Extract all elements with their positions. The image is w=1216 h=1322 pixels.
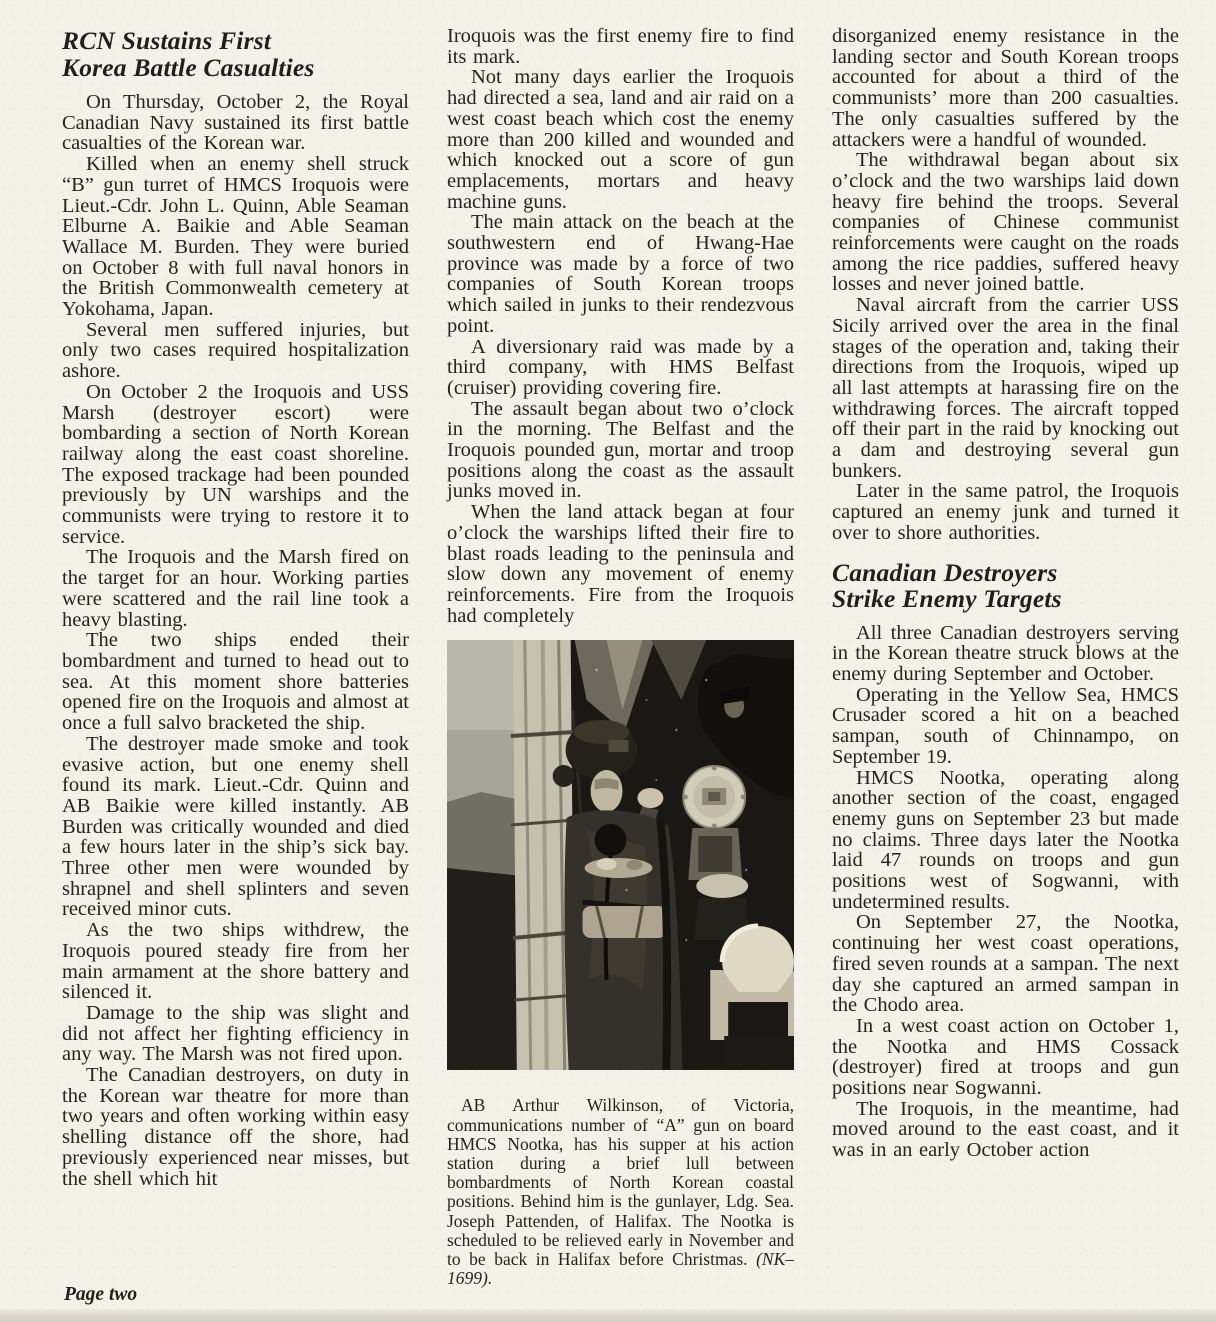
body-paragraph: Iroquois was the first enemy fire to find its mark. — [447, 25, 794, 68]
photo-caption — [447, 1096, 794, 1288]
column-center — [447, 26, 794, 1288]
body-paragraph: The Canadian destroyers, on duty in the Korean war theatre for more than two years and often working within easy shelling distance off the shore, had previously experienced near misses, but the shell which hit — [62, 1064, 409, 1190]
photo-credit-id: (NK–1699). — [447, 1249, 795, 1289]
page-bottom-edge — [0, 1309, 1216, 1322]
body-paragraph: Later in the same patrol, the Iroquois captured an enemy junk and turned it over to shore authorities. — [832, 480, 1179, 544]
body-paragraph: Several men suffered injuries, but only two cases required hospitalization ashore. — [62, 318, 409, 383]
headline-line-1: RCN Sustains First — [62, 26, 272, 55]
article2-headline — [832, 557, 1179, 614]
column-layout — [62, 26, 1180, 1288]
headline-line-2: Korea Battle Casualties — [62, 52, 315, 82]
body-paragraph: The Iroquois, in the meantime, had moved around to the east coast, and it was in an early October action — [832, 1097, 1179, 1162]
body-paragraph: Not many days earlier the Iroquois had directed a sea, land and air raid on a west coast beach which cost the enemy more than 200 killed and wounded and which knocked out a score of gun emplacements, mortars and heavy machine guns. — [447, 66, 794, 213]
body-paragraph: The assault began about two o’clock in the morning. The Belfast and the Iroquois pounded gun, mortar and troop positions along the coast as the assault junks moved in. — [447, 397, 794, 503]
article1-headline — [62, 28, 409, 81]
column-right — [832, 26, 1179, 1288]
body-paragraph: As the two ships withdrew, the Iroquois poured steady fire from her main armament at the shore battery and silenced it. — [62, 919, 409, 1004]
headline-line-2: Strike Enemy Targets — [832, 584, 1062, 614]
body-paragraph: In a west coast action on October 1, the Nootka and HMS Cossack (destroyer) fired at troops and gun positions near Sogwanni. — [832, 1014, 1179, 1100]
body-paragraph: The destroyer made smoke and took evasive action, but one enemy shell found its mark. Lieut.-Cdr. Quinn and AB Baikie were killed instantly. AB Burden was critically wounded and died a few hours later in the ship’s sick bay. Three other men were wounded by shrapnel and shell splinters and seven received minor cuts. — [62, 732, 409, 921]
photo-figure — [447, 640, 794, 1070]
body-paragraph: On October 2 the Iroquois and USS Marsh (destroyer escort) were bombarding a section of North Korean railway along the east coast shoreline. The exposed trackage had been pounded previously by UN warships and the communists were trying to restore it to service. — [62, 380, 409, 548]
body-paragraph: Killed when an enemy shell struck “B” gun turret of HMCS Iroquois were Lieut.-Cdr. John L. Quinn, Able Seaman Elburne A. Baikie and Able Seaman Wallace M. Burden. They were buried on October 8 with full naval honors in the British Commonwealth cemetery at Yokohama, Japan. — [62, 153, 409, 321]
action-station-photo — [447, 640, 794, 1070]
column-left — [62, 26, 409, 1288]
body-paragraph: The Iroquois and the Marsh fired on the target for an hour. Working parties were scattered and the rail line took a heavy blasting. — [62, 546, 409, 631]
body-paragraph: Naval aircraft from the carrier USS Sicily arrived over the area in the final stages of the operation and, taking their directions from the Iroquois, wiped up all last attempts at harassing fire on the withdrawing forces. The aircraft topped off their part in the raid by knocking out a dam and destroying several gun bunkers. — [832, 294, 1179, 482]
body-paragraph: The two ships ended their bombardment and turned to head out to sea. At this moment shore batteries opened fire on the Iroquois and almost at once a full salvo bracketed the ship. — [62, 629, 409, 735]
body-paragraph: Operating in the Yellow Sea, HMCS Crusader scored a hit on a beached sampan, south of Chinnampo, on September 19. — [832, 683, 1179, 768]
body-paragraph: The main attack on the beach at the southwestern end of Hwang-Hae province was made by a force of two companies of South Korean troops which sailed in junks to their rendezvous point. — [447, 211, 794, 337]
body-paragraph: A diversionary raid was made by a third company, with HMS Belfast (cruiser) providing covering fire. — [447, 335, 794, 399]
body-paragraph: All three Canadian destroyers serving in the Korean theatre struck blows at the enemy during September and October. — [832, 621, 1179, 685]
page-footer: Page two — [64, 1284, 138, 1305]
body-paragraph: disorganized enemy resistance in the landing sector and South Korean troops accounted for about a third of the communists’ more than 200 casualties. The only casualties suffered by the attackers were a handful of wounded. — [832, 25, 1179, 151]
body-paragraph: Damage to the ship was slight and did not affect her fighting efficiency in any way. The Marsh was not fired upon. — [62, 1001, 409, 1066]
headline-line-1: Canadian Destroyers — [832, 557, 1058, 587]
photo-caption-text: AB Arthur Wilkinson, of Victoria, communications number of “A” gun on board HMCS Nootka, has his supper at his action station during a brief lull between bombardments of North Korean coastal positions. Behind him is the gunlayer, Ldg. Sea. Joseph Pattenden, of Halifax. The Nootka is scheduled to be relieved early in November and to be back in Halifax before Christmas. — [447, 1095, 794, 1270]
body-paragraph: HMCS Nootka, operating along another section of the coast, engaged enemy guns on September 23 but made no claims. Three days later the Nootka laid 47 rounds on troops and gun positions west of Sogwanni, with undetermined results. — [832, 766, 1179, 913]
body-paragraph: When the land attack began at four o’clock the warships lifted their fire to blast roads leading to the peninsula and slow down any movement of enemy reinforcements. Fire from the Iroquois had completely — [447, 501, 794, 627]
body-paragraph: The withdrawal began about six o’clock and the two warships laid down heavy fire behind the troops. Several companies of Chinese communist reinforcements were caught on the roads among the rice paddies, suffered heavy losses and never joined battle. — [832, 149, 1179, 296]
body-paragraph: On September 27, the Nootka, continuing her west coast operations, fired seven rounds at a sampan. The next day she captured an armed sampan in the Chodo area. — [832, 911, 1179, 1017]
body-paragraph: On Thursday, October 2, the Royal Canadian Navy sustained its first battle casualties of the Korean war. — [62, 91, 409, 155]
